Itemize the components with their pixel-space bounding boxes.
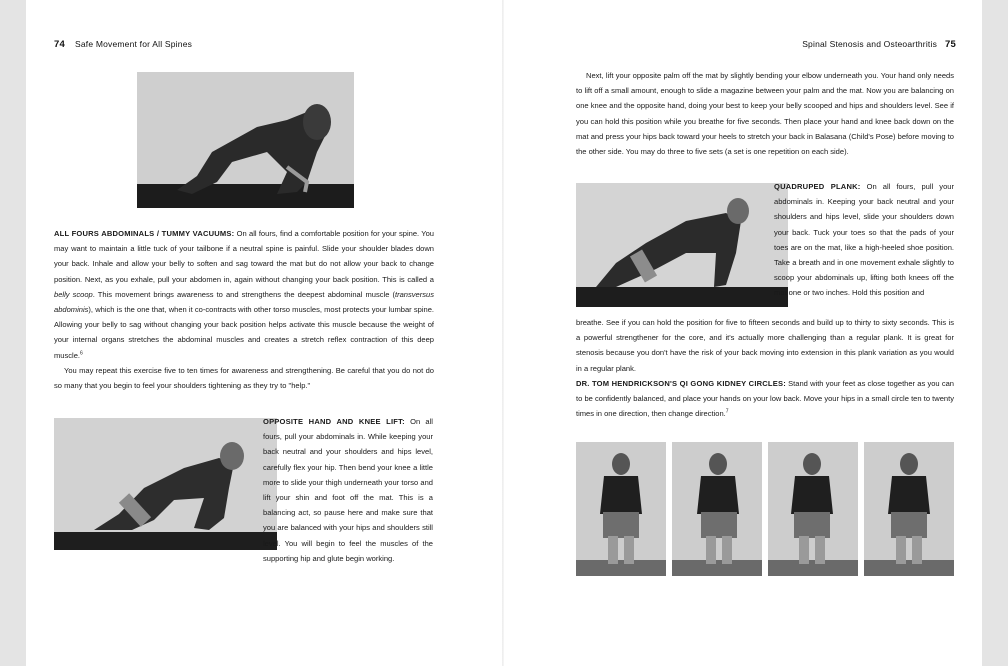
gutter [502,0,504,666]
page-number-right: 75 [945,39,956,50]
continuation-text: Next, lift your opposite palm off the mat by slightly bending your elbow underneath you. Your hand only needs to lift off a small amount, enough to slide a magazine between your palm and the mat. Now you are balancing on one knee and the opposite hand, doing your best to keep your belly scooped and hips and shoulders level. See if you can hold this position while you breathe for five seconds. Then place your hand and knee back down on the mat and press your hips back toward your heels to stretch your back in Balasana (Child's Pose) before moving to the other side. You may do three to five sets (a set is one repetition on each side). [576,71,954,157]
quadruped-plank-text-wrap: On all fours, pull your abdominals in. Keeping your back neutral and your shoulders and hips level, slide your shoulders down your back. Tuck your toes so that the pads of your toes are on the mat, like a high-heeled shoe position. Take a breath and in one movement exhale slightly to scoop your abdominals up, lifting both knees off the mat one or two inches. Hold this position and [774,182,954,298]
photo-qigong-1 [576,442,666,576]
qigong-text: Stand with your feet as close together as you can to be confidently balanced, and place your hands on your low back. Move your hips in a small circle ten to twenty times in one direction, then change direction. [576,378,954,419]
endnote-6: 6 [80,350,83,357]
qigong-heading: DR. TOM HENDRICKSON'S QI GONG KIDNEY CIRCLES: [576,378,786,388]
book-spread [26,0,982,666]
quadruped-plank-heading: QUADRUPED PLANK: [774,182,861,191]
tummy-vacuum-section [54,226,434,393]
continuation-paragraph [576,68,954,159]
photo-quadruped-plank [576,183,788,307]
opposite-hand-heading: OPPOSITE HAND AND KNEE LIFT: [263,417,405,426]
running-header-left [54,39,192,50]
tummy-text-em: belly scoop [54,289,93,299]
tummy-vacuum-heading: ALL FOURS ABDOMINALS / TUMMY VACUUMS: [54,229,235,238]
tummy-text-a: On all fours, find a comfortable position for your spine. You may want to maintain a little tuck of your tailbone if a neutral spine is painful. Slide your shoulder blades down your back. Inhale and allow your belly to soften and sag toward the mat but do not allow your back to change position. Next, as you exhale, pull your abdomen in, again without changing your back position. This is called a [54,229,434,284]
quadruped-plank-wrap [774,179,954,301]
endnote-7: 7 [725,408,729,415]
quadruped-plank-continued [576,315,954,421]
tummy-paragraph-2: You may repeat this exercise five to ten times for awareness and strengthening. Be careful that you do not do so many that you begin to feel your shoulders tightening as they try to "help." [54,365,434,391]
opposite-hand-text: On all fours, pull your abdominals in. While keeping your back neutral and your shoulders and hips level, carefully flex your hip. Then bend your knee a little more to slide your thigh underneath your torso and lift your shin and foot off the mat. This is a balancing act, so pause here and make sure that you are balanced with your hips and shoulders still level. You will begin to feel the muscles of the supporting hip and glute begin working. [263,417,433,563]
quadruped-plank-text-full: breathe. See if you can hold the position for five to fifteen seconds and build up to thirty to sixty seconds. This is a powerful strengthener for the core, and it's actually more challenging than a regular plank. It is great for stenosis because you don't have the risk of your back moving into extension in this plank variation as you would in a regular plank. [576,318,954,373]
photo-all-fours-woman [137,72,354,208]
photo-qigong-2 [672,442,762,576]
running-title-left: Safe Movement for All Spines [74,39,193,49]
tummy-text-em2: transversus abdominis [54,289,434,315]
running-header-right [802,39,956,50]
running-title-right: Spinal Stenosis and Osteoarthritis [802,39,938,49]
photo-opposite-hand-knee-lift [54,418,277,550]
opposite-hand-knee-section [263,414,433,566]
tummy-text-b: . This movement brings awareness to and strengthens the deepest abdominal muscle ( [92,289,395,299]
photo-qigong-3 [768,442,858,576]
tummy-text-c: ), which is the one that, when it co-contracts with other torso muscles, most protects your lumbar spine. Allowing your belly to sag without changing your back position helps activate this muscle because the weight of your internal organs stretches the abdominal muscles and creates a stretch reflex contraction of this deep muscle. [54,305,434,360]
page-number-left: 74 [54,39,65,50]
photo-qigong-4 [864,442,954,576]
